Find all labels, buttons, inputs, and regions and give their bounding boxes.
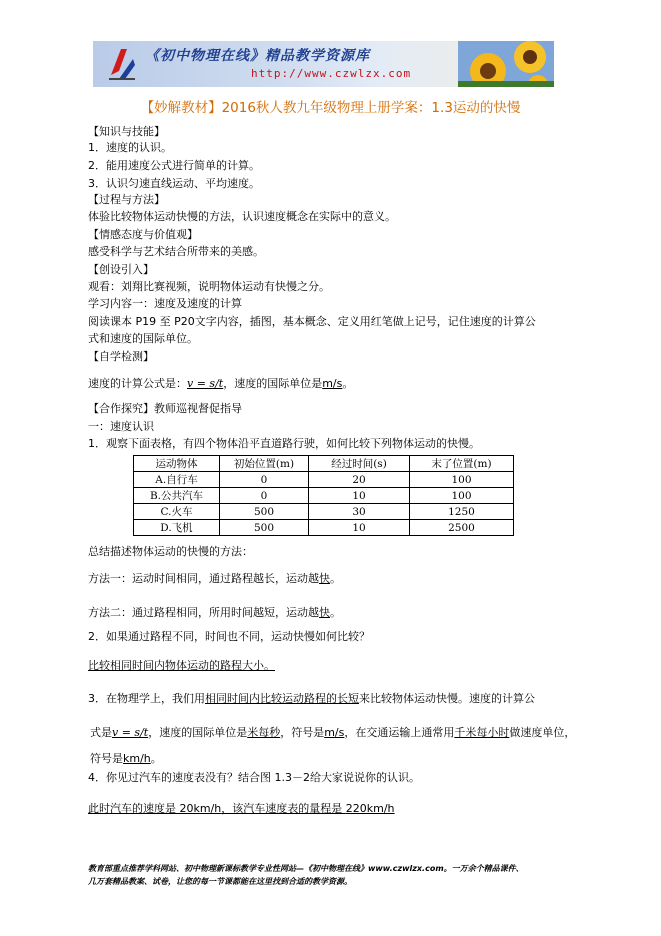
table-cell: 2500 bbox=[410, 520, 514, 536]
topic-speed: 一：速度认识 bbox=[88, 420, 154, 433]
content-heading: 学习内容一：速度及速度的计算 bbox=[88, 297, 242, 310]
question-4-answer: 此时汽车的速度是 20km/h，该汽车速度表的量程是 220km/h bbox=[88, 802, 395, 815]
footer-line-1: 教育部重点推荐学科网站、初中物理新课标教学专业性网站—《初中物理在线》www.czwlzx.com。一万余个精品课件、 bbox=[88, 864, 524, 873]
table-header: 运动物体 bbox=[134, 456, 220, 472]
table-cell: 1250 bbox=[410, 504, 514, 520]
table-header: 末了位置(m) bbox=[410, 456, 514, 472]
section-attitude: 【情感态度与价值观】 bbox=[88, 228, 198, 241]
banner-title: 《初中物理在线》精品教学资源库 bbox=[145, 48, 370, 64]
self-check-line: 速度的计算公式是：v = s/t，速度的国际单位是m/s。 bbox=[88, 377, 354, 390]
question-3-line-1: 3．在物理学上，我们用相同时间内比较运动路程的长短来比较物体运动快慢。速度的计算公 bbox=[88, 692, 535, 705]
table-row bbox=[134, 488, 514, 504]
method-1-answer: 快 bbox=[319, 572, 330, 585]
table-header: 初始位置(m) bbox=[220, 456, 309, 472]
table-cell: C.火车 bbox=[134, 504, 220, 520]
reading-line-2: 式和速度的国际单位。 bbox=[88, 332, 198, 345]
question-2: 2．如果通过路程不同，时间也不同，运动快慢如何比较？ bbox=[88, 630, 370, 643]
section-knowledge: 【知识与技能】 bbox=[88, 125, 165, 138]
objective-2: 2．能用速度公式进行简单的计算。 bbox=[88, 159, 260, 172]
table-cell: 10 bbox=[309, 520, 410, 536]
table-row bbox=[134, 472, 514, 488]
q3-answer-formula: v = s/t bbox=[112, 726, 149, 739]
objective-1: 1．速度的认识。 bbox=[88, 141, 172, 154]
objective-3: 3．认识匀速直线运动、平均速度。 bbox=[88, 177, 260, 190]
table-cell: 20 bbox=[309, 472, 410, 488]
formula-answer: v = s/t bbox=[187, 377, 224, 390]
section-process: 【过程与方法】 bbox=[88, 193, 165, 206]
question-2-answer: 比较相同时间内物体运动的路程大小。 bbox=[88, 659, 275, 672]
table-cell: 100 bbox=[410, 488, 514, 504]
table-row bbox=[134, 504, 514, 520]
question-3-line-3: 符号是km/h。 bbox=[90, 752, 162, 765]
intro-text: 观看：刘翔比赛视频，说明物体运动有快慢之分。 bbox=[88, 280, 330, 293]
section-self-check: 【自学检测】 bbox=[88, 350, 154, 363]
question-4: 4．你见过汽车的速度表没有？结合图 1.3－2给大家说说你的认识。 bbox=[88, 771, 420, 784]
table-cell: 0 bbox=[220, 488, 309, 504]
table-cell: A.自行车 bbox=[134, 472, 220, 488]
section-intro: 【创设引入】 bbox=[88, 263, 154, 276]
table-cell: 100 bbox=[410, 472, 514, 488]
method-2: 方法二：通过路程相同，所用时间越短，运动越快。 bbox=[88, 606, 341, 619]
q3-answer-method: 相同时间内比较运动路程的长短 bbox=[205, 692, 359, 705]
q3-answer-unit-name: 米每秒 bbox=[247, 726, 281, 739]
q3-answer-unit-symbol: m/s bbox=[324, 726, 345, 739]
table-cell: 500 bbox=[220, 504, 309, 520]
table-row bbox=[134, 520, 514, 536]
q3-answer-traffic-symbol: km/h bbox=[123, 752, 151, 765]
logo-icon bbox=[107, 45, 137, 83]
reading-line-1: 阅读课本 P19 至 P20文字内容，插图，基本概念、定义用红笔做上记号，记住速度的计算公 bbox=[88, 315, 536, 328]
table-cell: 10 bbox=[309, 488, 410, 504]
sunflower-icon bbox=[458, 41, 554, 87]
banner-url[interactable]: http://www.czwlzx.com bbox=[251, 67, 412, 80]
table-cell: D.飞机 bbox=[134, 520, 220, 536]
section-cooperate: 【合作探究】教师巡视督促指导 bbox=[88, 402, 242, 415]
summary-prompt: 总结描述物体运动的快慢的方法： bbox=[88, 545, 253, 558]
unit-answer: m/s bbox=[322, 377, 343, 390]
table-cell: B.公共汽车 bbox=[134, 488, 220, 504]
method-1: 方法一：运动时间相同，通过路程越长，运动越快。 bbox=[88, 572, 341, 585]
document-title: 【妙解教材】2016秋人教九年级物理上册学案：1.3运动的快慢 bbox=[140, 100, 521, 116]
motion-table bbox=[133, 455, 514, 536]
range-value: 220km/h bbox=[345, 802, 395, 815]
question-1: 1．观察下面表格，有四个物体沿平直道路行驶，如何比较下列物体运动的快慢。 bbox=[88, 437, 480, 450]
speed-value: 20km/h bbox=[179, 802, 222, 815]
attitude-text: 感受科学与艺术结合所带来的美感。 bbox=[88, 245, 264, 258]
table-cell: 30 bbox=[309, 504, 410, 520]
header-banner bbox=[93, 41, 554, 87]
footer-note bbox=[88, 862, 524, 888]
footer-line-2: 几万套精品教案、试卷，让您的每一节课都能在这里找到合适的教学资源。 bbox=[88, 877, 352, 886]
q3-answer-traffic-unit: 千米每小时 bbox=[454, 726, 510, 739]
table-cell: 500 bbox=[220, 520, 309, 536]
process-text: 体验比较物体运动快慢的方法，认识速度概念在实际中的意义。 bbox=[88, 210, 396, 223]
table-cell: 0 bbox=[220, 472, 309, 488]
table-header: 经过时间(s) bbox=[309, 456, 410, 472]
question-3-line-2: 式是v = s/t，速度的国际单位是米每秒，符号是m/s，在交通运输上通常用千米每小时做速度单位， bbox=[90, 726, 576, 739]
method-2-answer: 快 bbox=[319, 606, 330, 619]
table-header-row bbox=[134, 456, 514, 472]
